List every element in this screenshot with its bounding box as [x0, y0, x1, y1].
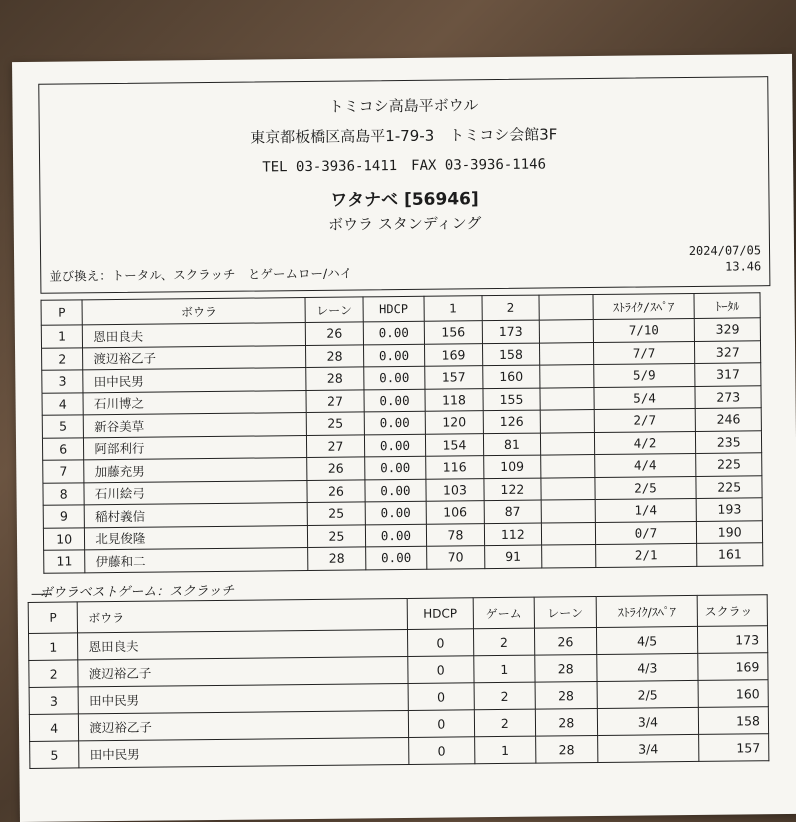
cell-game: 2 [474, 709, 536, 737]
best-col-header-lane: レーン [534, 597, 596, 629]
cell-hdcp: 0.00 [365, 524, 427, 547]
cell-game2: 81 [483, 433, 541, 456]
cell-lane: 28 [535, 681, 597, 709]
cell-hdcp: 0 [409, 737, 475, 765]
cell-game1: 78 [427, 523, 485, 546]
cell-lane: 28 [308, 547, 366, 570]
cell-strike-spare: 2/5 [597, 680, 699, 708]
cell-total: 190 [697, 520, 763, 543]
cell-total: 193 [697, 498, 763, 521]
cell-game2: 173 [482, 320, 540, 343]
col-header-empty [539, 295, 593, 321]
cell-empty [541, 477, 595, 500]
col-header-hdcp: HDCP [363, 296, 425, 322]
cell-total: 327 [695, 340, 761, 363]
cell-empty [540, 387, 594, 410]
cell-position: 2 [29, 660, 79, 688]
cell-strike-spare: 4/3 [596, 653, 698, 681]
cell-lane: 26 [307, 479, 365, 502]
cell-strike-spare: 4/2 [594, 431, 696, 455]
best-game-title: ボウラベストゲーム：スクラッチ [39, 583, 235, 601]
cell-lane: 25 [307, 502, 365, 525]
cell-lane: 26 [535, 627, 597, 655]
cell-bowler: 石川博之 [83, 390, 306, 415]
cell-scratch: 158 [699, 707, 769, 735]
cell-strike-spare: 7/7 [593, 341, 695, 365]
cell-bowler: 伊藤和二 [85, 548, 308, 573]
cell-bowler: 渡辺裕乙子 [79, 710, 409, 740]
cell-hdcp: 0 [408, 683, 474, 711]
cell-scratch: 160 [698, 680, 768, 708]
cell-lane: 25 [308, 524, 366, 547]
cell-bowler: 阿部利行 [84, 435, 307, 460]
cell-bowler: 石川絵弓 [84, 480, 307, 505]
store-phone: TEL 03-3936-1411 FAX 03-3936-1146 [262, 156, 547, 176]
cell-bowler: 田中民男 [83, 368, 306, 393]
standings-table [41, 292, 764, 573]
cell-strike-spare: 4/5 [596, 626, 698, 654]
cell-hdcp: 0.00 [364, 434, 426, 457]
cell-game2: 87 [484, 500, 542, 523]
cell-bowler: 渡辺裕乙子 [78, 656, 408, 686]
cell-empty [540, 365, 594, 388]
cell-position: 4 [29, 714, 79, 742]
cell-game2: 158 [482, 343, 540, 366]
cell-position: 7 [43, 460, 85, 483]
cell-bowler: 恩田良夫 [78, 629, 408, 659]
cell-lane: 28 [535, 654, 597, 682]
cell-empty [542, 545, 596, 568]
cell-position: 1 [41, 325, 83, 348]
col-header-strike-spare: ｽﾄﾗｲｸ/ｽﾍﾟｱ [593, 293, 695, 319]
cell-total: 225 [696, 475, 762, 498]
cell-strike-spare: 1/4 [595, 498, 697, 522]
cell-hdcp: 0.00 [365, 501, 427, 524]
cell-game1: 70 [427, 546, 485, 569]
cell-lane: 25 [306, 412, 364, 435]
best-col-header-scratch: スクラッ [698, 595, 768, 627]
cell-hdcp: 0 [408, 629, 474, 657]
cell-game2: 126 [483, 410, 541, 433]
cell-position: 3 [29, 687, 79, 715]
cell-hdcp: 0.00 [364, 456, 426, 479]
cell-game1: 169 [425, 343, 483, 366]
cell-empty [540, 410, 594, 433]
print-time: 13.46 [725, 259, 762, 274]
store-address: 東京都板橋区高島平1-79-3 トミコシ会館3F [250, 125, 558, 147]
cell-game2: 160 [482, 365, 540, 388]
receipt-paper [12, 54, 796, 822]
col-header-position: P [41, 300, 83, 325]
sort-order: 並び換え：トータル、スクラッチ とゲームロー/ハイ [49, 265, 353, 284]
cell-bowler: 渡辺裕乙子 [83, 345, 306, 370]
store-name: トミコシ高島平ボウル [328, 96, 479, 116]
cell-lane: 28 [535, 708, 597, 736]
cell-hdcp: 0.00 [363, 344, 425, 367]
cell-lane: 26 [305, 322, 363, 345]
cell-empty [540, 342, 594, 365]
cell-bowler: 稲村義信 [85, 503, 308, 528]
cell-position: 5 [42, 415, 84, 438]
cell-game1: 118 [425, 388, 483, 411]
standings-body [41, 318, 763, 573]
cell-bowler: 加藤充男 [84, 458, 307, 483]
cell-hdcp: 0.00 [364, 389, 426, 412]
cell-position: 11 [44, 550, 86, 573]
cell-position: 8 [43, 482, 85, 505]
col-header-game2: 2 [482, 295, 540, 321]
cell-position: 5 [30, 741, 80, 769]
col-header-bowler: ボウラ [82, 298, 305, 325]
cell-strike-spare: 3/4 [597, 707, 699, 735]
cell-scratch: 173 [698, 626, 768, 654]
cell-game2: 91 [484, 545, 542, 568]
cell-empty [541, 522, 595, 545]
cell-strike-spare: 5/4 [594, 386, 696, 410]
cell-empty [541, 455, 595, 478]
cell-game: 2 [474, 682, 536, 710]
cell-game: 1 [474, 736, 536, 764]
cell-game: 2 [473, 628, 535, 656]
cell-game: 1 [473, 655, 535, 683]
cell-position: 10 [43, 527, 85, 550]
cell-strike-spare: 3/4 [597, 734, 699, 762]
cell-lane: 27 [306, 389, 364, 412]
cell-total: 161 [697, 543, 763, 566]
best-col-header-bowler: ボウラ [78, 598, 408, 632]
cell-hdcp: 0.00 [365, 546, 427, 569]
cell-strike-spare: 5/9 [593, 363, 695, 387]
cell-bowler: 田中民男 [79, 737, 409, 767]
cell-strike-spare: 7/10 [593, 318, 695, 342]
cell-strike-spare: 0/7 [595, 521, 697, 545]
cell-lane: 28 [306, 344, 364, 367]
best-col-header-position: P [28, 602, 78, 634]
cell-game1: 157 [425, 366, 483, 389]
cell-game1: 106 [426, 501, 484, 524]
best-col-header-strike-spare: ｽﾄﾗｲｸ/ｽﾍﾟｱ [596, 595, 698, 627]
cell-lane: 28 [536, 735, 598, 763]
col-header-game1: 1 [424, 296, 482, 322]
cell-game1: 103 [426, 478, 484, 501]
col-header-lane: レーン [305, 297, 363, 323]
cell-empty [539, 320, 593, 343]
best-game-table [28, 594, 770, 769]
cell-position: 3 [42, 370, 84, 393]
cell-position: 6 [42, 437, 84, 460]
cell-position: 9 [43, 505, 85, 528]
cell-total: 273 [695, 385, 761, 408]
best-body [29, 626, 769, 769]
cell-lane: 27 [307, 434, 365, 457]
cell-strike-spare: 2/5 [594, 476, 696, 500]
cell-hdcp: 0.00 [365, 479, 427, 502]
cell-scratch: 169 [698, 653, 768, 681]
best-col-header-hdcp: HDCP [407, 598, 473, 630]
cell-game1: 154 [426, 433, 484, 456]
cell-total: 225 [696, 453, 762, 476]
cell-game1: 116 [426, 456, 484, 479]
cell-strike-spare: 4/4 [594, 453, 696, 477]
cell-empty [541, 500, 595, 523]
cell-total: 246 [696, 408, 762, 431]
cell-bowler: 新谷美草 [84, 413, 307, 438]
cell-game1: 156 [424, 321, 482, 344]
print-date: 2024/07/05 [688, 243, 762, 259]
cell-lane: 28 [306, 367, 364, 390]
cell-position: 4 [42, 392, 84, 415]
cell-hdcp: 0.00 [363, 321, 425, 344]
cell-total: 329 [695, 318, 761, 341]
cell-game2: 109 [483, 455, 541, 478]
receipt-header [38, 76, 770, 294]
best-col-header-game: ゲーム [473, 597, 535, 629]
cell-total: 235 [696, 430, 762, 453]
cell-game1: 120 [425, 411, 483, 434]
customer-name: ワタナベ [56946] [330, 189, 479, 211]
cell-scratch: 157 [699, 734, 769, 762]
cell-hdcp: 0 [408, 656, 474, 684]
cell-bowler: 恩田良夫 [83, 323, 306, 348]
cell-hdcp: 0 [408, 710, 474, 738]
cell-bowler: 北見俊隆 [85, 525, 308, 550]
cell-lane: 26 [307, 457, 365, 480]
cell-position: 1 [29, 633, 79, 661]
cell-game2: 112 [484, 523, 542, 546]
cell-game2: 122 [484, 478, 542, 501]
cell-bowler: 田中民男 [78, 683, 408, 713]
cell-position: 2 [42, 347, 84, 370]
cell-strike-spare: 2/1 [595, 543, 697, 567]
cell-game2: 155 [483, 388, 541, 411]
report-title: ボウラ スタンディング [328, 214, 482, 234]
cell-hdcp: 0.00 [363, 366, 425, 389]
cell-empty [541, 432, 595, 455]
cell-strike-spare: 2/7 [594, 408, 696, 432]
cell-hdcp: 0.00 [364, 411, 426, 434]
col-header-total: ﾄｰﾀﾙ [694, 293, 760, 319]
cell-total: 317 [695, 363, 761, 386]
